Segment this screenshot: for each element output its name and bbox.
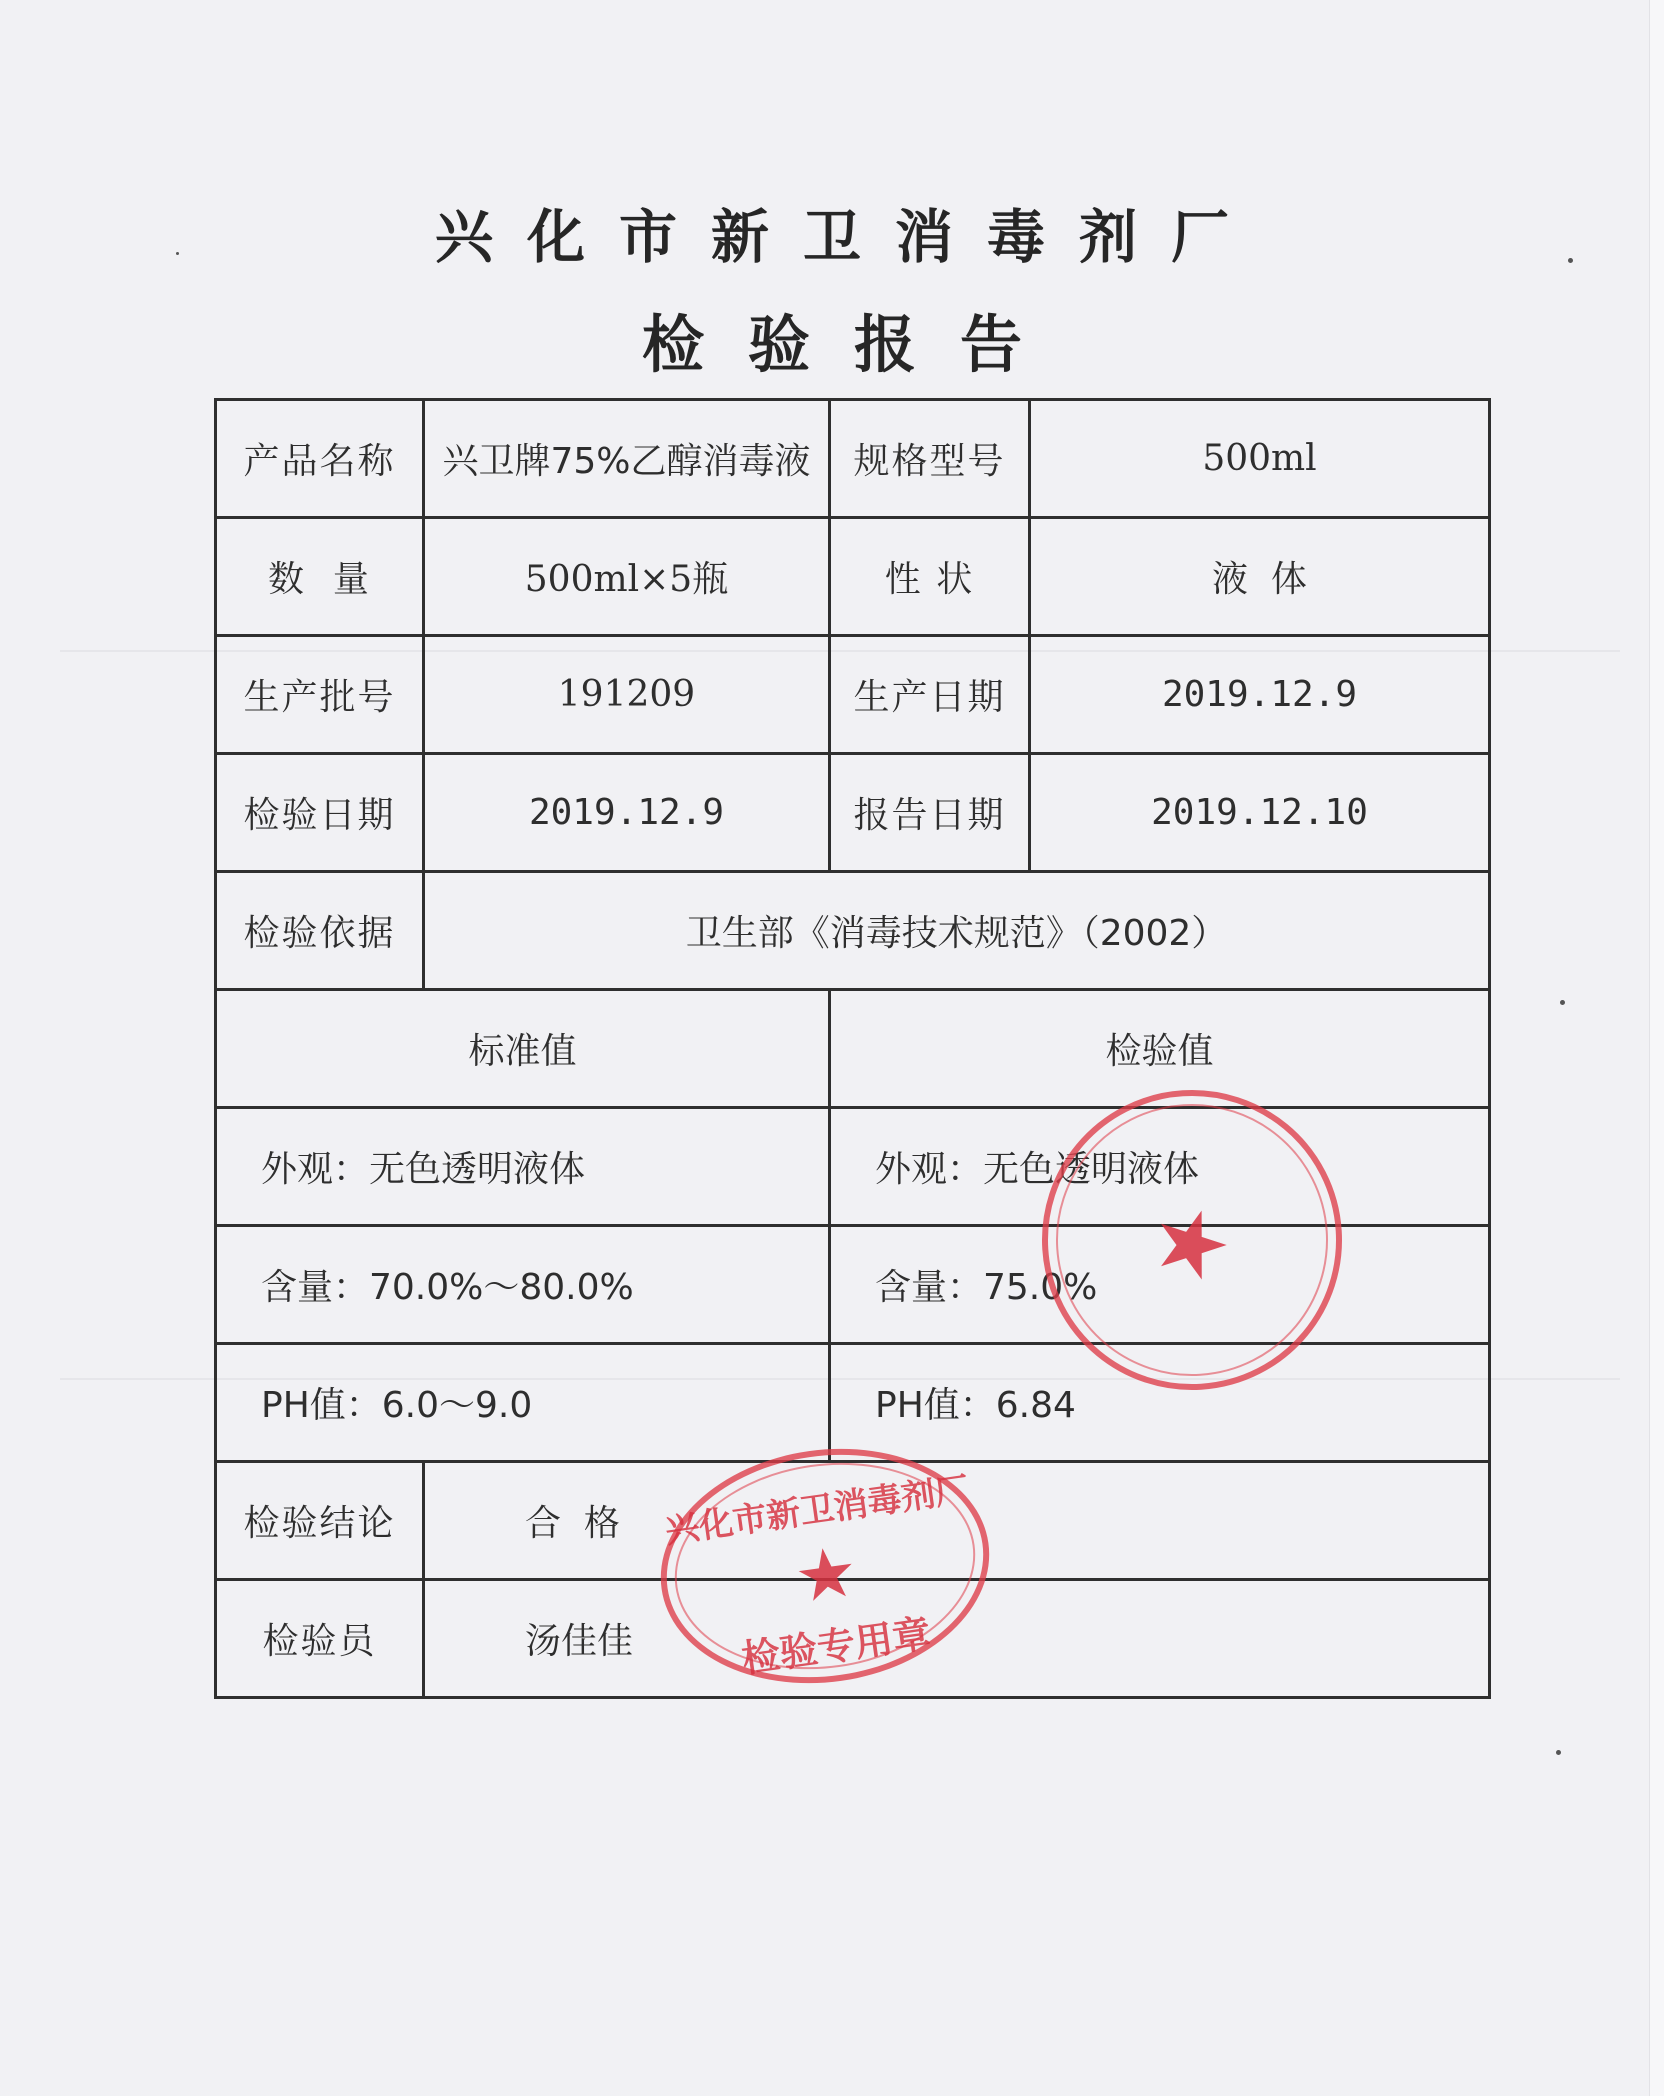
info-label: 性 状 [830,518,1030,636]
info-label: 生产日期 [830,636,1030,754]
info-label: 报告日期 [830,754,1030,872]
info-row [216,636,1490,754]
speck [1568,258,1573,263]
standard-value: PH值：6.0～9.0 [216,1344,830,1462]
basis-value: 卫生部《消毒技术规范》（2002） [424,872,1490,990]
info-value: 500ml×5瓶 [424,518,830,636]
seal-star-icon: ★ [793,1534,859,1615]
seal-star-icon: ★ [1142,1187,1240,1299]
info-label: 生产批号 [216,636,424,754]
standard-value: 含量：70.0%～80.0% [216,1226,830,1344]
report-title: 检验报告 [641,308,1066,381]
info-value: 2019.12.10 [1030,754,1490,872]
test-value: 含量：75.0% [830,1226,1490,1344]
info-row [216,518,1490,636]
test-value: PH值：6.84 [830,1344,1490,1462]
inspector-name: 汤佳佳 [424,1580,1490,1698]
seal-purpose: 检验专用章 [738,1610,934,1682]
speck [1560,1000,1565,1005]
conclusion-label: 检验结论 [216,1462,424,1580]
inspector-label: 检验员 [216,1580,424,1698]
info-value: 191209 [424,636,830,754]
info-value: 2019.12.9 [1030,636,1490,754]
speck [176,252,179,255]
test-value-header: 检验值 [830,990,1490,1108]
info-value: 兴卫牌75%乙醇消毒液 [424,400,830,518]
standard-value: 外观：无色透明液体 [216,1108,830,1226]
speck [1556,1750,1561,1755]
info-label: 规格型号 [830,400,1030,518]
info-value: 2019.12.9 [424,754,830,872]
comparison-row [216,1344,1490,1462]
basis-label: 检验依据 [216,872,424,990]
info-value: 液 体 [1030,518,1490,636]
info-label: 产品名称 [216,400,424,518]
comparison-header-row [216,990,1490,1108]
conclusion-value: 合 格 [424,1462,1490,1580]
company-title: 兴化市新卫消毒剂厂 [434,203,1263,271]
info-row [216,400,1490,518]
standard-value-header: 标准值 [216,990,830,1108]
info-label: 数 量 [216,518,424,636]
info-value: 500ml [1030,400,1490,518]
seal-factory-name: 兴化市新卫消毒剂厂 [662,1469,972,1552]
basis-row [216,872,1490,990]
info-row [216,754,1490,872]
info-label: 检验日期 [216,754,424,872]
test-value: 外观：无色透明液体 [830,1108,1490,1226]
